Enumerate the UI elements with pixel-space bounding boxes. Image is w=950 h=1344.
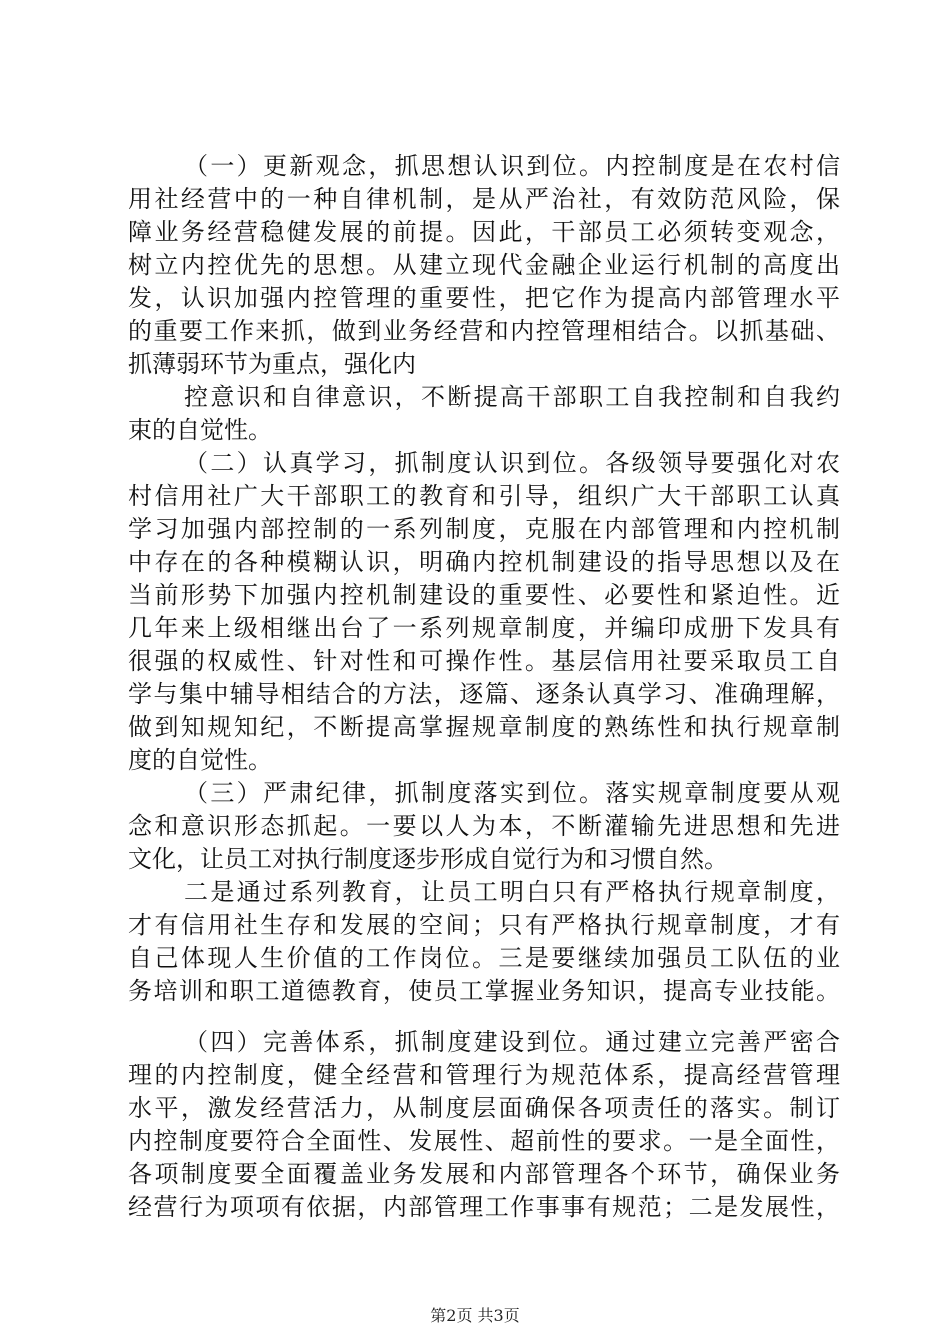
text-line: 学习加强内部控制的一系列制度，克服在内部管理和内控机制 [128, 515, 840, 543]
paragraph-gap [128, 1008, 840, 1026]
text-line: 很强的权威性、针对性和可操作性。基层信用社要采取员工自 [128, 647, 840, 675]
paragraph-6 [128, 1026, 840, 1224]
text-line: 水平，激发经营活力，从制度层面确保各项责任的落实。制订 [128, 1094, 840, 1122]
text-line: 才有信用社生存和发展的空间；只有严格执行规章制度，才有 [128, 911, 840, 939]
text-line: 各项制度要全面覆盖业务发展和内部管理各个环节，确保业务 [128, 1160, 840, 1188]
paragraph-4 [128, 777, 840, 876]
text-line: 文化，让员工对执行制度逐步形成自觉行为和习惯自然。 [128, 845, 728, 873]
text-line: （四）完善体系，抓制度建设到位。通过建立完善严密合 [184, 1028, 840, 1056]
paragraph-5 [128, 876, 840, 1008]
text-line: 念和意识形态抓起。一要以人为本，不断灌输先进思想和先进 [128, 812, 840, 840]
paragraph-3 [128, 447, 840, 777]
text-line: 度的自觉性。 [128, 746, 272, 774]
text-line: 学与集中辅导相结合的方法，逐篇、逐条认真学习、准确理解， [128, 680, 840, 708]
text-line: 务培训和职工道德教育，使员工掌握业务知识，提高专业技能。 [128, 977, 840, 1005]
text-line: 经营行为项项有依据，内部管理工作事事有规范；二是发展性， [128, 1193, 840, 1221]
text-line: 抓薄弱环节为重点，强化内 [128, 350, 416, 378]
text-line: 中存在的各种模糊认识，明确内控机制建设的指导思想以及在 [128, 548, 840, 576]
paragraph-2 [128, 381, 840, 447]
text-line: 当前形势下加强内控机制建设的重要性、必要性和紧迫性。近 [128, 581, 840, 609]
text-line: 用社经营中的一种自律机制，是从严治社，有效防范风险，保 [128, 185, 840, 213]
text-line: 二是通过系列教育，让员工明白只有严格执行规章制度， [184, 878, 840, 906]
paragraph-1 [128, 150, 840, 381]
text-line: 的重要工作来抓，做到业务经营和内控管理相结合。以抓基础、 [128, 317, 840, 345]
text-line: （三）严肃纪律，抓制度落实到位。落实规章制度要从观 [184, 779, 840, 807]
text-line: 村信用社广大干部职工的教育和引导，组织广大干部职工认真 [128, 482, 840, 510]
text-line: （二）认真学习，抓制度认识到位。各级领导要强化对农 [184, 449, 840, 477]
text-line: 做到知规知纪，不断提高掌握规章制度的熟练性和执行规章制 [128, 713, 840, 741]
text-line: 自己体现人生价值的工作岗位。三是要继续加强员工队伍的业 [128, 944, 840, 972]
text-line: （一）更新观念，抓思想认识到位。内控制度是在农村信 [184, 152, 840, 180]
text-line: 束的自觉性。 [128, 416, 272, 444]
page-number-footer: 第2页 共3页 [430, 1306, 520, 1325]
text-line: 控意识和自律意识，不断提高干部职工自我控制和自我约 [184, 383, 840, 411]
text-line: 几年来上级相继出台了一系列规章制度，并编印成册下发具有 [128, 614, 840, 642]
document-body [128, 150, 840, 1224]
text-line: 障业务经营稳健发展的前提。因此，干部员工必须转变观念， [128, 218, 840, 246]
text-line: 发，认识加强内控管理的重要性，把它作为提高内部管理水平 [128, 284, 840, 312]
text-line: 理的内控制度，健全经营和管理行为规范体系，提高经营管理 [128, 1061, 840, 1089]
text-line: 内控制度要符合全面性、发展性、超前性的要求。一是全面性， [128, 1127, 840, 1155]
text-line: 树立内控优先的思想。从建立现代金融企业运行机制的高度出 [128, 251, 840, 279]
